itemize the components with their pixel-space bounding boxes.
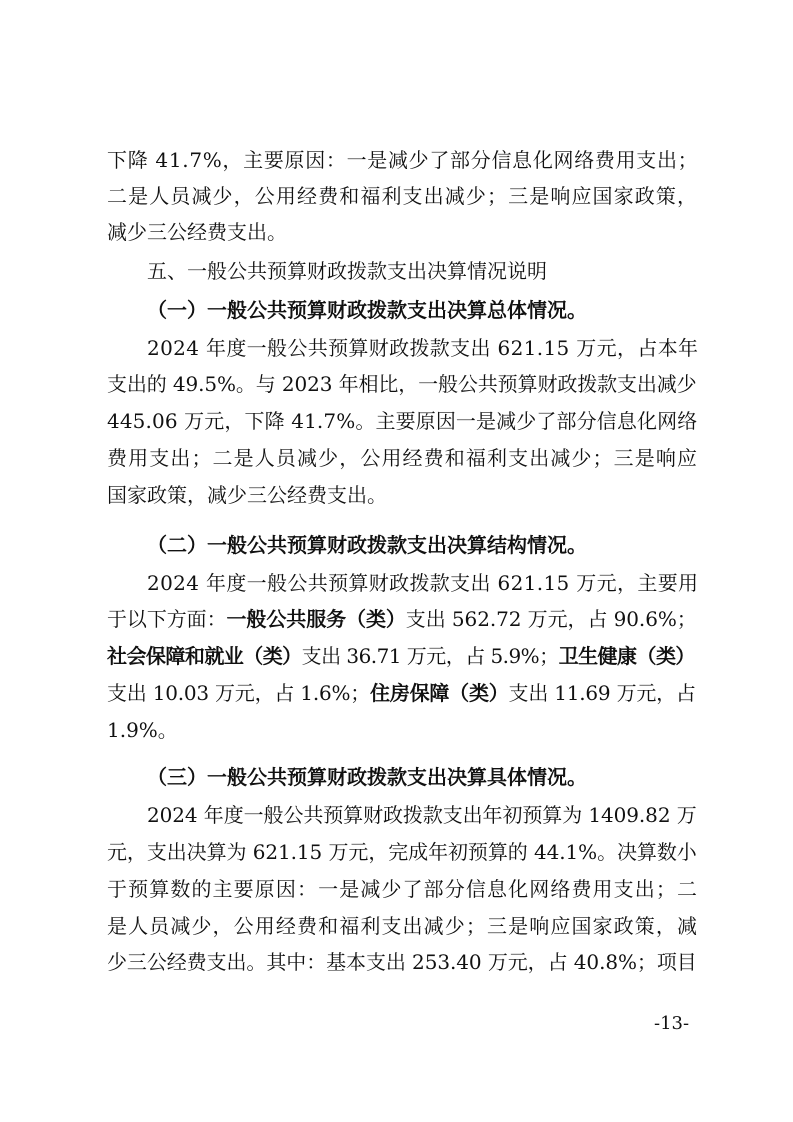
body-text-line <box>107 142 697 178</box>
text-run: 少三公经费支出。其中：基本支出 253.40 万元，占 40.8%；项目 <box>107 950 697 974</box>
text-run: 支出的 49.5%。与 2023 年相比，一般公共预算财政拨款支出减少 <box>107 372 697 396</box>
text-run <box>107 601 697 637</box>
text-run: 445.06 万元，下降 41.7%。主要原因一是减少了部分信息化网络 <box>107 409 698 433</box>
section-heading-text: 五、一般公共预算财政拨款支出决算情况说明 <box>147 259 547 283</box>
body-text-line <box>147 565 697 601</box>
body-text-line <box>107 178 697 214</box>
subsection-heading-text: （二）一般公共预算财政拨款支出决算结构情况。 <box>147 533 587 557</box>
section-heading <box>147 253 547 289</box>
body-text-line <box>147 330 697 366</box>
text-run: 支出 36.71 万元，占 5.9%； <box>301 644 559 668</box>
text-run <box>107 675 696 711</box>
text-run: 元，支出决算为 621.15 万元，完成年初预算的 44.1%。决算数小 <box>107 840 697 864</box>
page-number: -13- <box>654 1013 690 1034</box>
subsection-heading <box>147 292 587 328</box>
body-text-line <box>107 675 697 711</box>
category-label: 住房保障（类） <box>370 681 509 705</box>
text-run: 支出 10.03 万元，占 1.6%； <box>107 681 371 705</box>
body-text-line <box>107 944 697 980</box>
text-run: 2024 年度一般公共预算财政拨款支出年初预算为 1409.82 万 <box>147 803 697 827</box>
subsection-heading <box>147 527 587 563</box>
text-run: 于以下方面： <box>107 607 227 631</box>
text-run: 2024 年度一般公共预算财政拨款支出 621.15 万元，主要用 <box>147 571 699 595</box>
body-text-line <box>107 403 697 439</box>
body-text-line <box>107 638 697 674</box>
text-run: 1.9%。 <box>107 718 178 742</box>
text-run <box>107 638 695 674</box>
subsection-heading-text: （三）一般公共预算财政拨款支出决算具体情况。 <box>147 765 587 789</box>
text-run: 支出 562.72 万元，占 90.6%； <box>405 607 697 631</box>
text-run: 2024 年度一般公共预算财政拨款支出 621.15 万元，占本年 <box>147 336 699 360</box>
text-run: 减少三公经费支出。 <box>107 220 287 244</box>
body-text-line <box>107 366 697 402</box>
text-run: 二是人员减少，公用经费和福利支出减少；三是响应国家政策， <box>107 184 699 208</box>
body-text-line <box>107 712 697 748</box>
text-run: 费用支出；二是人员减少，公用经费和福利支出减少；三是响应 <box>107 446 699 470</box>
subsection-heading-text: （一）一般公共预算财政拨款支出决算总体情况。 <box>147 298 587 322</box>
body-text-line <box>107 440 697 476</box>
text-run: 于预算数的主要原因：一是减少了部分信息化网络费用支出；二 <box>107 877 699 901</box>
text-run: 国家政策，减少三公经费支出。 <box>107 483 387 507</box>
body-text-line <box>107 477 697 513</box>
subsection-heading <box>147 759 587 795</box>
body-text-line <box>107 871 697 907</box>
body-text-line <box>107 908 697 944</box>
body-text-line <box>107 214 697 250</box>
body-text-line <box>147 797 697 833</box>
category-label: 卫生健康（类） <box>558 644 695 668</box>
body-text-line <box>107 834 697 870</box>
text-run: 支出 11.69 万元，占 <box>508 681 696 705</box>
category-label: 一般公共服务（类） <box>226 607 406 631</box>
body-text-line <box>107 601 697 637</box>
category-label: 社会保障和就业（类） <box>107 644 302 668</box>
text-run: 下降 41.7%，主要原因：一是减少了部分信息化网络费用支出； <box>107 148 699 172</box>
text-run: 是人员减少，公用经费和福利支出减少；三是响应国家政策，减 <box>107 914 699 938</box>
